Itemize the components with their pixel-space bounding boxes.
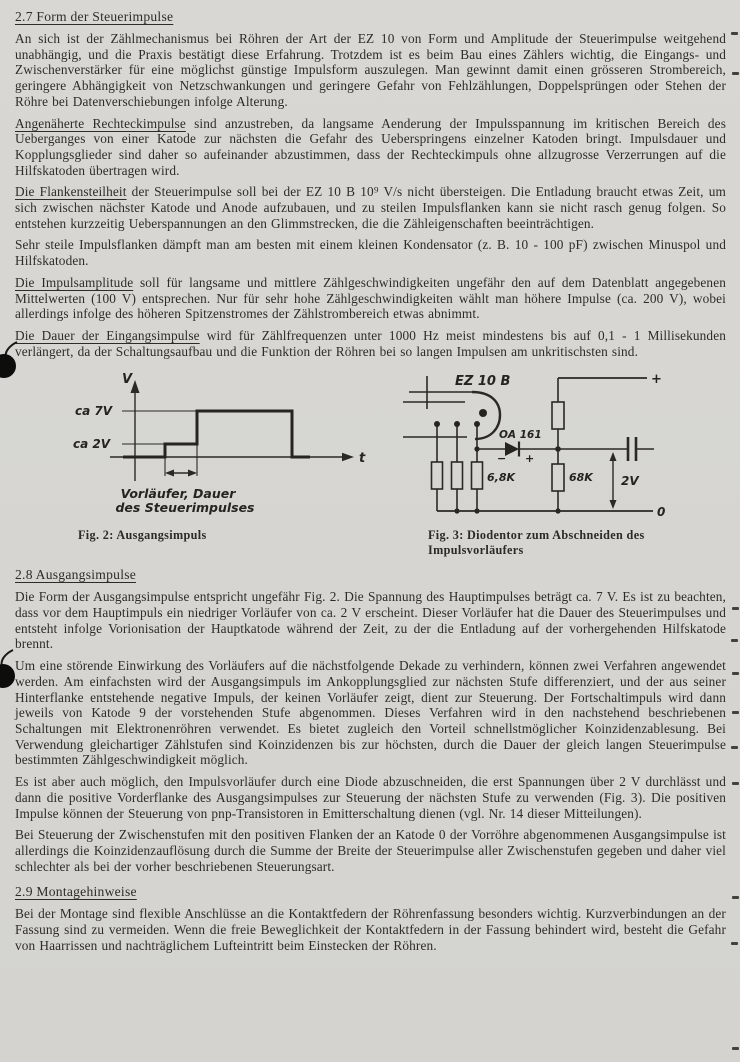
tube-label: EZ 10 B	[455, 374, 511, 390]
figure-2-caption: Fig. 2: Ausgangsimpuls	[78, 528, 207, 543]
edge-mark	[732, 782, 739, 785]
resistor-68k	[552, 464, 564, 491]
diode-plus-label: +	[525, 452, 535, 466]
edge-mark	[732, 672, 739, 675]
document-content	[15, 9, 726, 959]
y-axis-label: V	[121, 372, 133, 388]
plus-rail-label: +	[651, 372, 662, 388]
pulse-waveform	[123, 411, 310, 457]
paragraph-precursor-suppression: Um eine störende Einwirkung des Vorläufers auf die nächstfolgende Dekade zu verhindern, können zwei Verfahren angewendet werden. Am einfachsten wird der Ausgangsimpuls im Ankopplungsglied zur nächsten Stufe differenziert, und der aus seiner Hinterflanke entstehende negative Impuls, der keinen Vorläufer zeigt, dient zur Steuerung. Der Fortschaltimpuls wird dann jeweils von Katode 9 der vorstehenden Stufe abgenommen. Dieses Verfahren wird in den nachstehend beschriebenen Schaltungen mit Elektronenröhren verwendet. Es bietet zugleich den Vorteil schnellstmöglicher Koinzidenzablesung. Bei Verwendung gleichartiger Zählstufen sind Koinzidenzen bis zur höchsten, durch die Dauer der gleich langen Steuerimpulse bestimmten Zählgeschwindigkeit möglich.	[15, 658, 726, 768]
voltage-2v-label: 2V	[621, 474, 639, 489]
ink-blot	[0, 338, 26, 394]
edge-mark	[732, 896, 739, 899]
resistors-left	[432, 462, 483, 511]
capacitor-symbol	[628, 437, 654, 461]
duration-arrow	[165, 470, 197, 477]
paragraph-mounting-notes: Bei der Montage sind flexible Anschlüsse an die Kontaktfedern der Röhrenfassung besonders wichtig. Kurzverbindungen an der Fassung sind zu vermeiden. Wenn die freie Beweglichkeit der Kontaktfedern in der Fassung behindert wird, besteht die Gefahr von Haarrissen und nachträglichem Lufteintritt beim Einstecken der Röhren.	[15, 906, 726, 953]
axes	[110, 388, 346, 481]
paragraph-pulse-mechanism: An sich ist der Zählmechanismus bei Röhren der Art der EZ 10 von Form und Amplitude der Steuerimpulse weitgehend unabhängig, und die Praxis bestätigt diese Erfahrung. Trotzdem ist es beim Bau eines Zählers wichtig, die Eingangs- und Zwischenverstärker für eine möglichst günstige Impulsform auszulegen. Man gewinnt damit einen grösseren Strombereich, geringere Abhängigkeit von Netzschwankungen und geringere Gefahr von Fehlzählungen, Doppelsprüngen oder Stehen der Röhre bei Datenverschiebungen infolge Alterung.	[15, 31, 726, 109]
section-heading-2-9: 2.9 Montagehinweise	[15, 884, 137, 900]
rails	[437, 378, 653, 511]
annotation-line2: des Steuerimpulses	[115, 500, 255, 516]
t-axis-arrow	[342, 453, 354, 461]
paragraph-edge-steepness: Die Flankensteilheit der Steuerimpulse soll bei der EZ 10 B 10⁹ V/s nicht übersteigen. Die Entladung braucht etwas Zeit, um sich zwischen nächster Katode und Anode aufzubauen, und zu steilen Impulsflanken kann sie nicht rasch genug folgen. So entstehen kurzzeitig Ueberspannungen an den Glimmstrecken, die die Zähleigenschaften beeinträchtigen.	[15, 184, 726, 231]
annotation-line1: Vorläufer, Dauer	[120, 486, 236, 502]
figures-row	[15, 369, 726, 557]
paragraph-rectangular-pulses: Angenäherte Rechteckimpulse sind anzustreben, da langsame Aenderung der Impulsspannung im kritischen Bereich des Ueberganges von einer Katode zur nächsten die Gefahr des Ueberspringens einzelner Katoden bringt. Impulsdauer und Kopplungsglieder sind daher so aufeinander abzustimmen, dass der Rechteckimpuls ohne allzugrosse Verzerrungen auf die Hilfskatoden übertragen wird.	[15, 115, 726, 178]
edge-mark	[731, 639, 738, 642]
x-axis-label: t	[359, 451, 366, 467]
edge-mark	[731, 942, 738, 945]
edge-mark	[731, 746, 738, 749]
voltage-measure-arrow	[610, 452, 617, 509]
edge-mark	[731, 32, 738, 35]
diode-minus-label: −	[497, 452, 507, 466]
resistor-6-8k-label: 6,8K	[487, 471, 516, 485]
edge-mark	[732, 1047, 739, 1050]
lead-junction-dots	[434, 421, 561, 514]
cathode-leads	[437, 424, 477, 462]
paragraph-diode-clipping: Es ist aber auch möglich, den Impulsvorläufer durch eine Diode abzuschneiden, die erst Spannungen über 2 V durchlässt und dann die positive Vorderflanke des Ausgangsimpulses zur Steuerung der nächsten Stufe zu verwenden (Fig. 3). Die positiven Impulse können der Steuerung von pnp-Transistoren in Emitterschaltung dienen (vgl. Nr. 14 dieser Mitteilungen).	[15, 774, 726, 821]
figure-2-output-pulse	[15, 369, 395, 543]
paragraph-damping-capacitor: Sehr steile Impulsflanken dämpft man am besten mit einem kleinen Kondensator (z. B. 10 - 100 pF) zwischen Minuspol und Hilfskatoden.	[15, 237, 726, 269]
figure-3-diode-gate-circuit	[395, 369, 725, 557]
paragraph-output-pulse-form: Die Form der Ausgangsimpulse entspricht ungefähr Fig. 2. Die Spannung des Hauptimpulses beträgt ca. 7 V. Es ist zu beachten, dass vor dem Hauptimpuls ein niedriger Vorläufer von ca. 2 V erscheint. Dieser Vorläufer hat die Dauer des Steuerimpulses und entsteht infolge Vorionisation der Hauptkatode während der Zeit, zu der die Entladung auf der vorhergehenden Hilfskatode brennt.	[15, 589, 726, 652]
resistor-68k-label: 68K	[569, 471, 593, 485]
paragraph-coincidence-resolution: Bei Steuerung der Zwischenstufen mit den positiven Flanken der an Katode 0 der Vorröhre abgenommenen Ausgangsimpulse ist allerdings die Koinzidenzauflösung durch die Summe der Breite der Steuerimpulse aller Zwischenstufen gegeben und daher viel schlechter als bei der vorher beschriebenen Steuerungsart.	[15, 827, 726, 874]
edge-mark	[732, 607, 739, 610]
section-heading-2-7: 2.7 Form der Steuerimpulse	[15, 9, 174, 24]
level-2v-label: ca 2V	[72, 437, 110, 452]
tube-cathode-dot	[479, 409, 487, 417]
edge-mark	[732, 72, 739, 75]
diode-label: OA 161	[499, 429, 542, 442]
section-heading-2-8: 2.8 Ausgangsimpulse	[15, 567, 137, 583]
paragraph-pulse-amplitude: Die Impulsamplitude soll für langsame und mittlere Zählgeschwindigkeiten ungefähr den auf dem Datenblatt angegebenen Mittelwerten (100 V) entsprechen. Nur für sehr hohe Zählgeschwindigkeiten wählt man höhere Impulse (ca. 200 V), wobei allerdings infolge des höheren Spitzenstromes der Zählstrombereich etwas abnimmt.	[15, 274, 726, 322]
ink-blot	[0, 645, 24, 701]
paragraph-input-pulse-duration: Die Dauer der Eingangsimpulse wird für Zählfrequenzen unter 1000 Hz meist mindestens bis auf 0,1 - 1 Millisekunden verlängert, da der Schaltungsaufbau und die Funktion der Röhren bei so langen Impulsen am unkritischsten sind.	[15, 327, 726, 359]
right-branch	[552, 378, 564, 511]
diode-gate-schematic	[395, 369, 725, 519]
edge-mark	[732, 711, 739, 714]
output-pulse-diagram	[15, 369, 395, 519]
level-7v-label: ca 7V	[74, 404, 112, 419]
zero-rail-label: 0	[657, 505, 666, 520]
figure-3-caption: Fig. 3: Diodentor zum Abschneiden des Impulsvorläufers	[428, 528, 645, 557]
